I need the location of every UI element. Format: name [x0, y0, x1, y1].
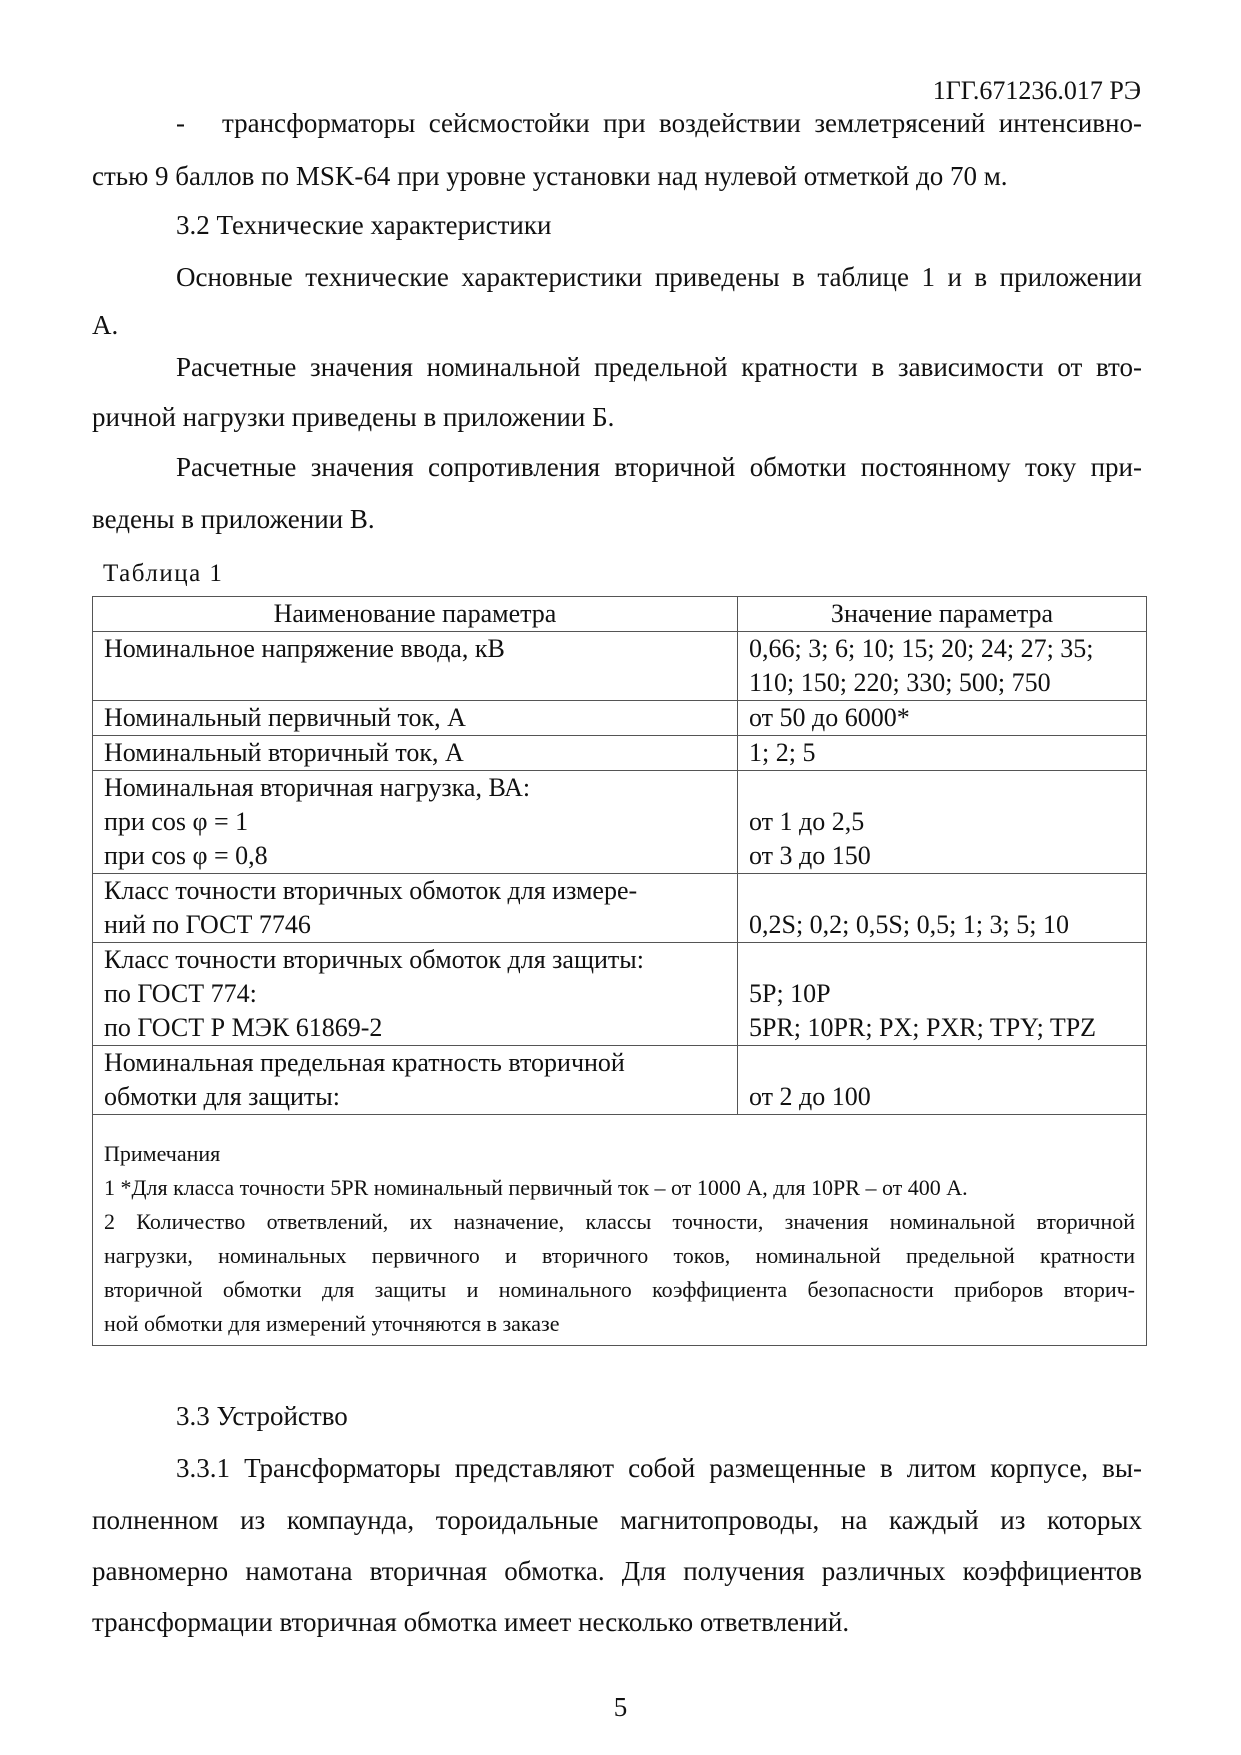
- value-cell: [738, 1046, 1147, 1115]
- note-2-line: 2 Количество ответвлений, их назначение, классы точности, значения номинальной вторичной: [104, 1209, 1135, 1234]
- paragraph-line: ведены в приложении В.: [92, 504, 375, 534]
- table-notes-row: [93, 1115, 1147, 1346]
- table-row: [93, 1046, 1147, 1115]
- value-text: от 50 до 6000*: [749, 703, 910, 732]
- value-text: [749, 771, 1135, 805]
- table-caption: Таблица 1: [103, 560, 224, 587]
- note-2-line: вторичной обмотки для защиты и номинального коэффициента безопасности приборов вторич-: [104, 1277, 1135, 1302]
- param-text: обмотки для защиты:: [104, 1082, 340, 1111]
- table-row: [93, 632, 1147, 701]
- param-text: Класс точности вторичных обмоток для защиты:: [104, 945, 644, 974]
- param-text: при cos φ = 1: [104, 807, 249, 836]
- value-text: от 1 до 2,5: [749, 807, 865, 836]
- value-cell: [738, 874, 1147, 943]
- param-cell: [93, 701, 738, 736]
- value-text: 5PR; 10PR; PX; PXR; TPY; TPZ: [749, 1013, 1097, 1042]
- paragraph-line: 3.3.1 Трансформаторы представляют собой размещенные в литом корпусе, вы-: [176, 1453, 1142, 1483]
- document-code: 1ГГ.671236.017 РЭ: [932, 76, 1141, 105]
- param-text: [104, 666, 726, 700]
- section-heading-3-2: 3.2 Технические характеристики: [176, 210, 552, 240]
- value-cell: [738, 771, 1147, 874]
- param-text: Номинальный первичный ток, А: [104, 703, 466, 732]
- notes-title: Примечания: [104, 1141, 221, 1166]
- table-notes: [93, 1115, 1147, 1346]
- table-row: [93, 701, 1147, 736]
- bullet-text-line: трансформаторы сейсмостойки при воздействии землетрясений интенсивно-: [222, 108, 1142, 138]
- param-text: Номинальное напряжение ввода, кВ: [104, 634, 505, 663]
- param-text: ний по ГОСТ 7746: [104, 910, 311, 939]
- value-text: 0,66; 3; 6; 10; 15; 20; 24; 27; 35;: [749, 634, 1094, 663]
- table-row: [93, 736, 1147, 771]
- column-header-value: Значение параметра: [738, 597, 1147, 632]
- value-text: [749, 874, 1135, 908]
- param-text: Номинальная предельная кратность вторичной: [104, 1048, 625, 1077]
- table-row: [93, 943, 1147, 1046]
- specifications-table: [92, 596, 1147, 1346]
- value-text: 110; 150; 220; 330; 500; 750: [749, 668, 1051, 697]
- value-text: от 2 до 100: [749, 1082, 871, 1111]
- param-text: Номинальный вторичный ток, А: [104, 738, 464, 767]
- param-text: Класс точности вторичных обмоток для измере-: [104, 876, 638, 905]
- note-1: 1 *Для класса точности 5PR номинальный первичный ток – от 1000 А, для 10PR – от 400 А.: [104, 1175, 968, 1200]
- paragraph-line: Основные технические характеристики приведены в таблице 1 и в приложении: [176, 262, 1142, 292]
- value-text: 5P; 10P: [749, 979, 831, 1008]
- param-text: при cos φ = 0,8: [104, 841, 268, 870]
- param-cell: [93, 771, 738, 874]
- param-cell: [93, 736, 738, 771]
- table-row: [93, 771, 1147, 874]
- bullet-text-line: стью 9 баллов по MSK-64 при уровне установки над нулевой отметкой до 70 м.: [92, 161, 1008, 191]
- paragraph-line: трансформации вторичная обмотка имеет несколько ответвлений.: [92, 1607, 850, 1637]
- section-heading-3-3: 3.3 Устройство: [176, 1401, 348, 1431]
- paragraph-line: Расчетные значения номинальной предельной кратности в зависимости от вто-: [176, 352, 1142, 382]
- value-text: [749, 943, 1135, 977]
- value-text: 0,2S; 0,2; 0,5S; 0,5; 1; 3; 5; 10: [749, 910, 1069, 939]
- paragraph-line: полненном из компаунда, тороидальные магнитопроводы, на каждый из которых: [92, 1505, 1142, 1535]
- param-cell: [93, 874, 738, 943]
- value-cell: [738, 701, 1147, 736]
- param-cell: [93, 943, 738, 1046]
- value-text: от 3 до 150: [749, 841, 871, 870]
- param-cell: [93, 1046, 738, 1115]
- page-number: 5: [613, 1692, 628, 1722]
- param-text: Номинальная вторичная нагрузка, ВА:: [104, 773, 531, 802]
- column-header-parameter: Наименование параметра: [93, 597, 738, 632]
- paragraph-line: А.: [92, 310, 119, 340]
- value-cell: [738, 943, 1147, 1046]
- param-cell: [93, 632, 738, 701]
- param-text: по ГОСТ Р МЭК 61869-2: [104, 1013, 383, 1042]
- note-2-line: нагрузки, номинальных первичного и вторичного токов, номинальной предельной кратности: [104, 1243, 1135, 1268]
- paragraph-line: ричной нагрузки приведены в приложении Б.: [92, 402, 615, 432]
- table-row: [93, 874, 1147, 943]
- paragraph-line: равномерно намотана вторичная обмотка. Для получения различных коэффициентов: [92, 1556, 1142, 1586]
- value-text: [749, 1046, 1135, 1080]
- param-text: по ГОСТ 774:: [104, 979, 257, 1008]
- note-2-line: ной обмотки для измерений уточняются в заказе: [104, 1311, 560, 1336]
- bullet-marker: -: [176, 108, 185, 138]
- value-cell: [738, 736, 1147, 771]
- value-text: 1; 2; 5: [749, 738, 816, 767]
- value-cell: [738, 632, 1147, 701]
- paragraph-line: Расчетные значения сопротивления вторичной обмотки постоянному току при-: [176, 452, 1142, 482]
- table-header-row: [93, 597, 1147, 632]
